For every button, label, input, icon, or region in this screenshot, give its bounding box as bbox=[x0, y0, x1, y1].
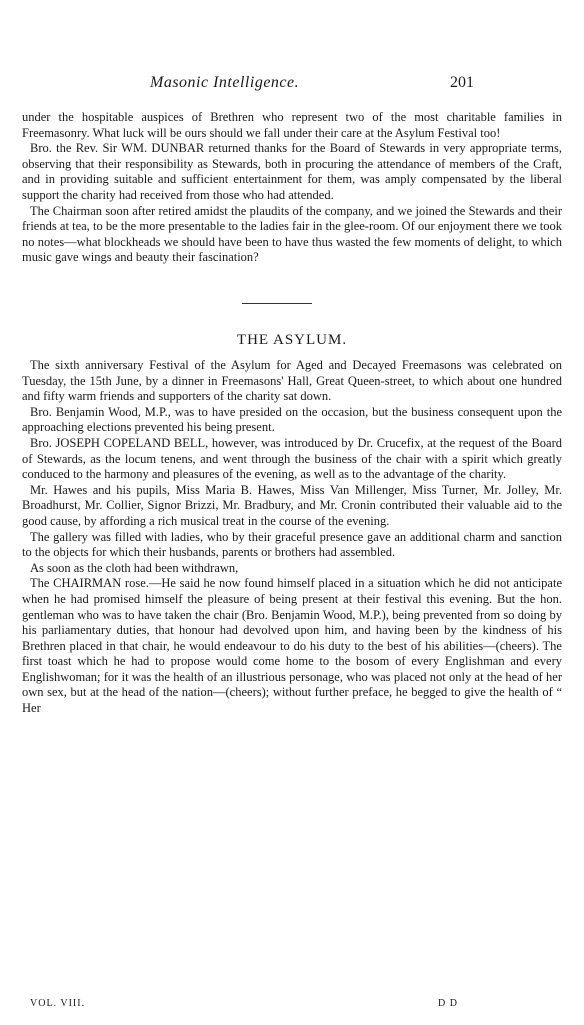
section-title: THE ASYLUM. bbox=[236, 332, 348, 348]
paragraph: Bro. JOSEPH COPELAND BELL, however, was introduced by Dr. Crucefix, at the request of the Board of Stewards, as the locum tenens, and went through the business of the chair with a spirit which greatly conduced to the harmony and pleasures of the evening, as well as to the advantage of the charity. bbox=[22, 435, 562, 482]
paragraph: The Chairman soon after retired amidst the plaudits of the company, and we joined the Stewards and their friends at tea, to be the more presentable to the ladies fair in the glee-room. Of our enjoyment there we took no notes—what blockheads we should have been to have thus wasted the few moments of delight, to which music gave wings and beauty their fascination? bbox=[22, 203, 562, 265]
paragraph: Bro. the Rev. Sir WM. DUNBAR returned thanks for the Board of Stewards in very appropriate terms, observing that their responsibility as Stewards, both in procuring the attendance of members of the Craft, and in providing suitable and sufficient entertainment for them, was amply compensated by the liberal support the charity had received from those who had attended. bbox=[22, 141, 562, 202]
paragraph: As soon as the cloth had been withdrawn, bbox=[30, 560, 239, 575]
running-title: Masonic Intelligence. bbox=[150, 74, 300, 91]
paragraph: Mr. Hawes and his pupils, Miss Maria B. Hawes, Miss Van Millenger, Miss Turner, Mr. Jolley, Mr. Broadhurst, Mr. Collier, Signor Brizzi, Mr. Bradbury, and Mr. Cronin contributed their valuable aid to the good cause, by affording a rich musical treat in the course of the evening. bbox=[22, 482, 562, 528]
paragraph: The CHAIRMAN rose.—He said he now found himself placed in a situation which he did not anticipate when he had promised himself the pleasure of being present at their festival this evening. But the hon. gentleman who was to have taken the chair (Bro. Benjamin Wood, M.P.), being prevented from so doing by his parliamentary duties, that honour had devolved upon him, and having been by the kindness of his Brethren placed in that chair, he would endeavour to do his duty to the best of his abilities—(cheers). The first toast which he had to propose would come home to the bosom of every Englishman and every Englishwoman; for it was the health of an illustrious personage, who was placed not only at the head of her own sex, but at the head of the nation—(cheers); without further preface, he begged to give the health of “ Her bbox=[22, 576, 562, 716]
volume-label: VOL. VIII. bbox=[30, 998, 86, 1009]
signature-mark: D D bbox=[438, 998, 458, 1009]
section-2-text bbox=[22, 358, 562, 717]
page-number: 201 bbox=[450, 74, 474, 91]
paragraph: The sixth anniversary Festival of the Asylum for Aged and Decayed Freemasons was celebrated on Tuesday, the 15th June, by a dinner in Freemasons' Hall, Great Queen-street, to which about one hundred and fifty warm friends and supporters of the charity sat down. bbox=[22, 358, 562, 404]
page-footer bbox=[30, 998, 550, 1014]
paragraph: Bro. Benjamin Wood, M.P., was to have presided on the occasion, but the business consequent upon the approaching elections prevented his being present. bbox=[22, 404, 562, 435]
section-1-text bbox=[22, 110, 562, 266]
section-divider-rule bbox=[242, 303, 312, 304]
paragraph: The gallery was filled with ladies, who by their graceful presence gave an additional charm and sanction to the objects for which their husbands, parents or brothers had assembled. bbox=[22, 529, 562, 560]
running-head bbox=[0, 74, 584, 96]
paragraph: under the hospitable auspices of Brethren who represent two of the most charitable families in Freemasonry. What luck will be ours should we fall under their care at the Asylum Festival too! bbox=[22, 110, 562, 140]
